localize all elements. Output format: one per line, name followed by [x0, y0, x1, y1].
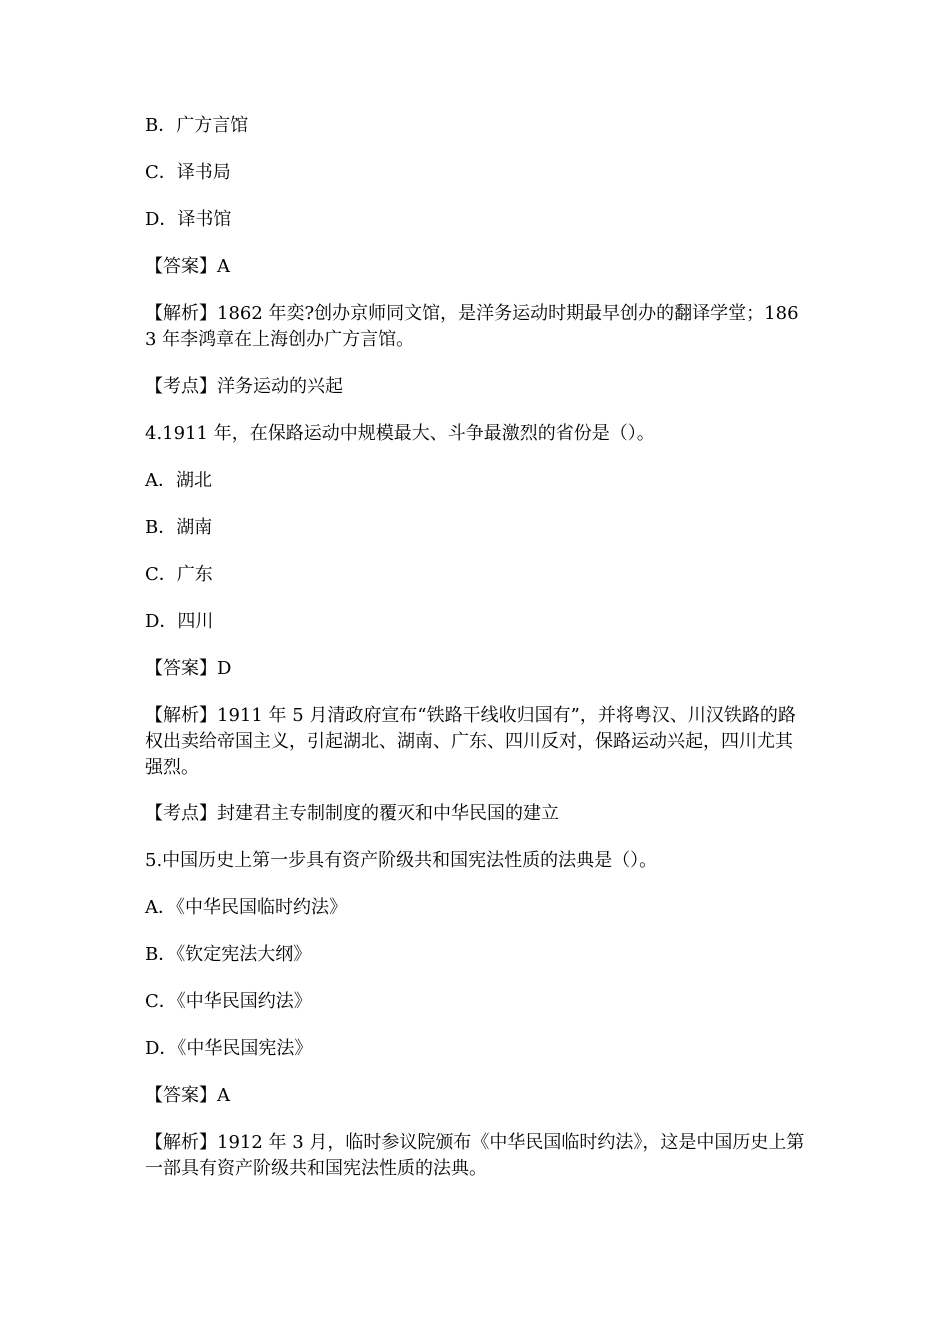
option-b-q4: B．湖南 [145, 517, 213, 538]
answer-q4: 【答案】D [145, 658, 232, 679]
analysis-q4: 【解析】1911 年 5 月清政府宣布“铁路干线收归国有”，并将粤汉、川汉铁路的路权出卖给帝国主义，引起湖北、湖南、广东、四川反对，保路运动兴起，四川尤其强烈。 [145, 705, 796, 778]
option-d-yi-shu-guan: D．译书馆 [145, 209, 232, 230]
option-c-yi-shu-ju: C．译书局 [145, 162, 231, 183]
option-d-q5: D．《中华民国宪法》 [145, 1038, 313, 1059]
answer-q5: 【答案】A [145, 1085, 230, 1106]
option-d-q4: D．四川 [145, 611, 214, 632]
option-a-q5: A．《中华民国临时约法》 [145, 897, 347, 918]
analysis-q5: 【解析】1912 年 3 月，临时参议院颁布《中华民国临时约法》，这是中国历史上第一部具有资产阶级共和国宪法性质的法典。 [145, 1132, 805, 1179]
question-5: 5.中国历史上第一步具有资产阶级共和国宪法性质的法典是（）。 [145, 850, 658, 871]
topic-q3: 【考点】洋务运动的兴起 [145, 376, 343, 397]
option-c-q5: C．《中华民国约法》 [145, 991, 312, 1012]
analysis-q3: 【解析】1862 年奕?创办京师同文馆，是洋务运动时期最早创办的翻译学堂；1863 年李鸿章在上海创办广方言馆。 [145, 303, 799, 350]
option-c-q4: C．广东 [145, 564, 213, 585]
answer-q3: 【答案】A [145, 256, 230, 277]
question-4: 4.1911 年，在保路运动中规模最大、斗争最激烈的省份是（）。 [145, 423, 655, 444]
topic-q4: 【考点】封建君主专制制度的覆灭和中华民国的建立 [145, 803, 559, 824]
option-b-q5: B．《钦定宪法大纲》 [145, 944, 312, 965]
option-b-guang-fang-yan-guan: B．广方言馆 [145, 115, 249, 136]
option-a-q4: A．湖北 [145, 470, 212, 491]
